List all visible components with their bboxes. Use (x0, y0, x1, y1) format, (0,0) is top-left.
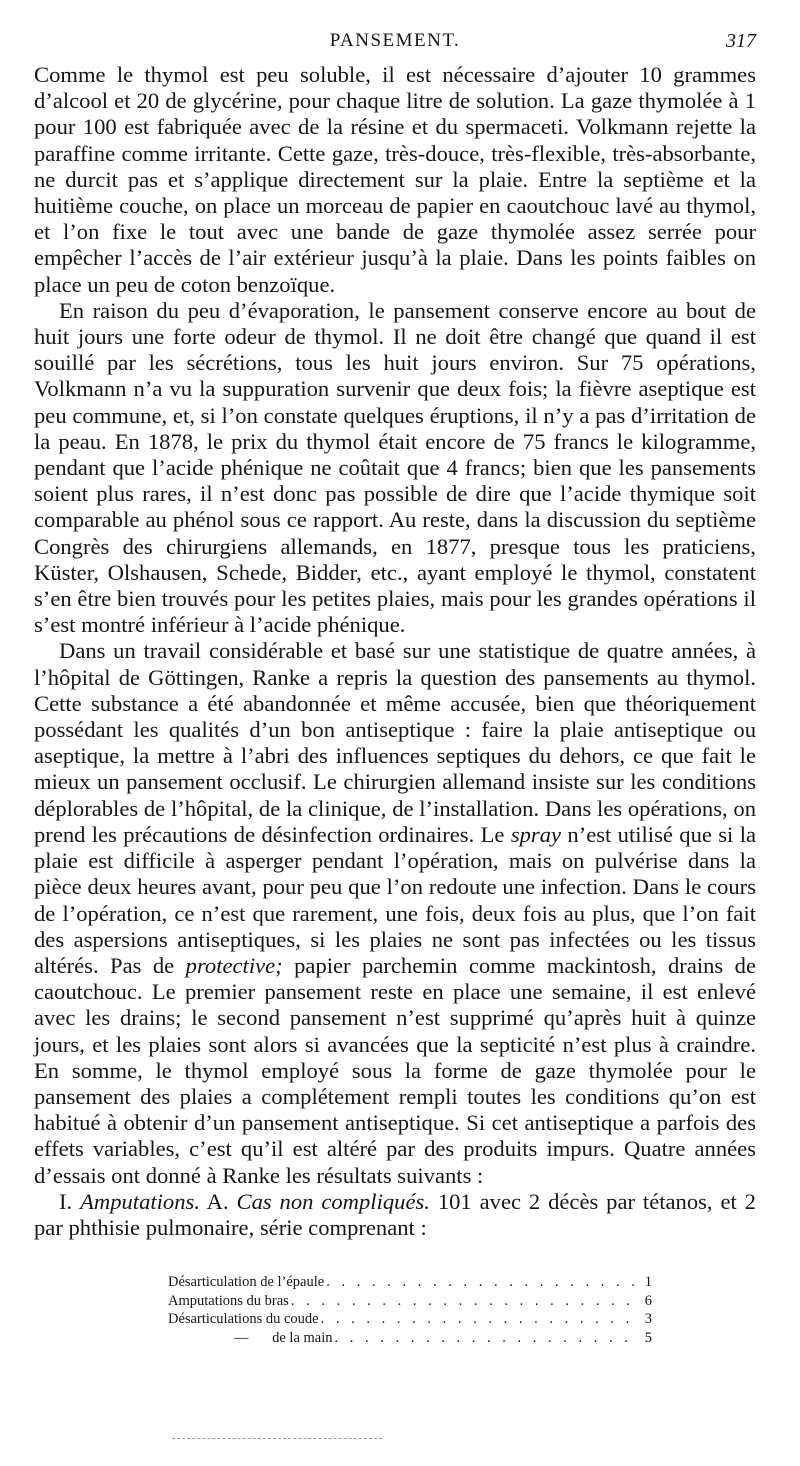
row-label: Désarticulations du coude (168, 1311, 319, 1327)
table-row (168, 1292, 652, 1311)
page-header (34, 26, 756, 56)
dot-leader (319, 1310, 634, 1329)
page-number: 317 (726, 30, 756, 52)
item-heading: Amputations. (80, 1188, 200, 1214)
paragraph-3-text-a: Dans un travail considérable et basé sur une statistique de quatre années, à l’hôpital de Göttingen, Ranke a repris la question des pansements au thymol. Cette substance a été abandonnée et même accusée, bien que théoriquement possédant les qualités d’un bon antiseptique : faire la plaie antiseptique ou aseptique, la mettre à l’abri des influences septiques du dehors, ce que fait le mieux un pansement occlusif. Le chirurgien allemand insiste sur les conditions déplorables de l’hôpital, de la clinique, de l’installation. Dans les opérations, on prend les précautions de désinfection ordinaires. Le (34, 638, 756, 847)
table-row (168, 1310, 652, 1329)
item-letter: A. (206, 1188, 229, 1214)
table-row (168, 1273, 652, 1292)
row-label-text: de la main (272, 1329, 333, 1346)
paragraph-2: En raison du peu d’évaporation, le pansement conserve encore au bout de huit jours une forte odeur de thymol. Il ne doit être changé que quand il est souillé par les sécrétions, tous les huit jours environ. Sur 75 opérations, Volkmann n’a vu la suppuration survenir que deux fois; la fièvre aseptique est peu commune, et, si l’on constate quelques éruptions, il n’y a pas d’irritation de la peau. En 1878, le prix du thymol était encore de 75 francs le kilogramme, pendant que l’acide phénique ne coûtait que 4 francs; bien que les pansements soient plus rares, il n’est donc pas possible de dire que l’acide thymique soit comparable au phénol sous ce rapport. Au reste, dans la discussion du septième Congrès des chirurgiens allemands, en 1877, presque tous les praticiens, Küster, Olshausen, Schede, Bidder, etc., ayant employé le thymol, constatent s’en être bien trouvés pour les petites plaies, mais pour les grandes opérations il s’est montré inférieur à l’acide phénique. (34, 297, 756, 638)
amputations-table (168, 1273, 652, 1347)
row-value: 6 (644, 1292, 652, 1309)
running-title: PANSEMENT. (329, 30, 461, 51)
row-value: 5 (644, 1329, 652, 1346)
emphasis-spray: spray (510, 821, 562, 847)
row-value: 3 (644, 1311, 652, 1327)
dot-leader (289, 1292, 634, 1311)
amputations-line (34, 1189, 756, 1241)
row-value: 1 (644, 1274, 652, 1290)
item-numeral: I. (59, 1188, 73, 1214)
paragraph-3-text-b: n’est utilisé que si la plaie est difficile à asperger pendant l’opération, mais on pulvérise dans la pièce deux heures avant, pour peu que l’on redoute une infection. Dans le cours de l’opération, ce n’est que rarement, une fois, deux fois au plus, que l’on fait des aspersions antiseptiques, si les plaies ne sont pas infectées ou les tissus altérés. Pas de (34, 821, 756, 978)
dot-leader (333, 1329, 634, 1348)
paragraph-3-text-c: papier parchemin comme mackintosh, drains de caoutchouc. Le premier pansement reste en place une semaine, il est enlevé avec les drains; le second pansement n’est supprimé qu’après huit à quinze jours, et les plaies sont alors si avancées que la septicité n’est plus à craindre. En somme, le thymol employé sous la forme de gaze thymolée pour le pansement des plaies a complétement rempli toutes les conditions qu’on est habitué à obtenir d’un pansement antiseptique. Si cet antiseptique a parfois des effets variables, c’est qu’il est altéré par des produits impurs. Quatre années d’essais ont donné à Ranke les résultats suivants : (34, 952, 756, 1188)
paragraph-1: Comme le thymol est peu soluble, il est nécessaire d’ajouter 10 grammes d’alcool et 20 de glycérine, pour chaque litre de solution. La gaze thymolée à 1 pour 100 est fabriquée avec de la résine et du spermaceti. Volkmann rejette la paraffine comme irritante. Cette gaze, très-douce, très-flexible, très-absorbante, ne durcit pas et s’applique directement sur la plaie. Entre la septième et la huitième couche, on place un morceau de papier en caoutchouc lavé au thymol, et l’on fixe le tout avec une bande de gaze thymolée assez serrée pour empêcher l’accès de l’air extérieur jusqu’à la plaie. Dans les points faibles on place un peu de coton benzoïque. (34, 62, 756, 297)
item-text: 101 avec 2 décès par tétanos, et 2 par phthisie pulmonaire, série comprenant : (34, 1188, 756, 1240)
row-label: Désarticulation de l’épaule (168, 1274, 325, 1290)
table-row (168, 1329, 652, 1348)
row-label (168, 1329, 333, 1348)
ditto-mark: — (234, 1329, 249, 1346)
body-text (34, 62, 756, 1241)
emphasis-protective: protective; (185, 952, 283, 978)
item-subheading: Cas non compliqués. (236, 1188, 430, 1214)
paragraph-3 (34, 638, 756, 1188)
dot-leader (324, 1273, 634, 1292)
row-label: Amputations du bras (168, 1292, 289, 1309)
footer-rule (172, 1438, 382, 1439)
